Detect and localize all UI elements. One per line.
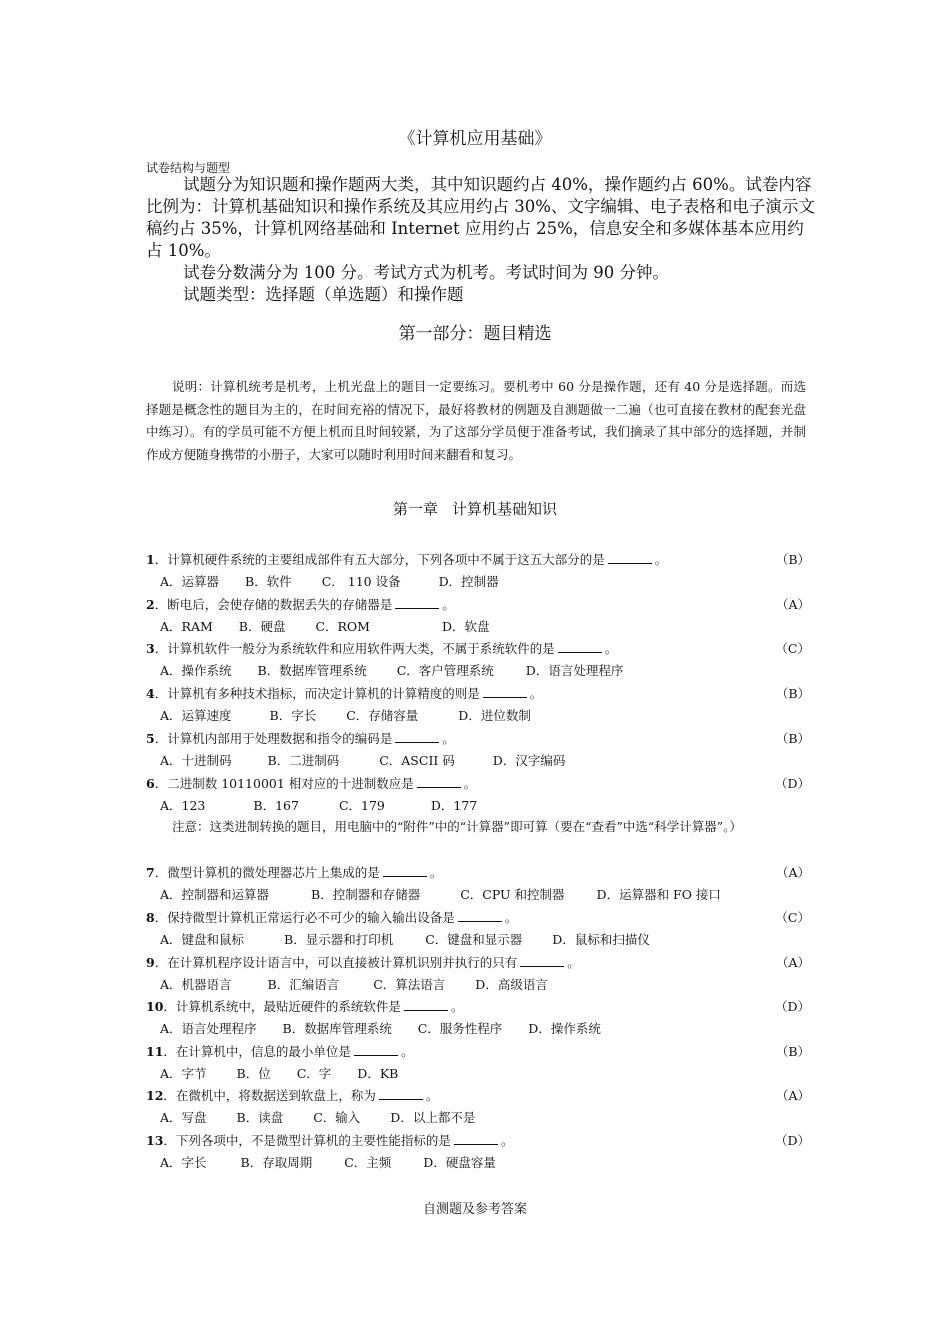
answer-key: （C） bbox=[775, 910, 810, 925]
options-row bbox=[160, 1154, 800, 1172]
question-text: 保持微型计算机正常运行必不可少的输入输出设备是 bbox=[167, 910, 455, 925]
answer-key: （A） bbox=[775, 597, 810, 612]
option-d: D．语言处理程序 bbox=[525, 663, 624, 678]
options-row bbox=[160, 662, 800, 680]
question-tail: 。 bbox=[504, 910, 518, 925]
question-number: 7 bbox=[146, 865, 155, 880]
question-tail: 。 bbox=[567, 955, 580, 970]
option-a: A．字节 bbox=[160, 1066, 207, 1081]
question-number-dot: ． bbox=[154, 552, 168, 567]
question-5 bbox=[146, 730, 810, 748]
option-b: B．读盘 bbox=[236, 1110, 284, 1125]
option-b: B．汇编语言 bbox=[267, 977, 340, 992]
question-number-dot: ． bbox=[163, 1088, 176, 1103]
answer-blank bbox=[417, 775, 461, 788]
option-a: A．键盘和鼠标 bbox=[160, 932, 245, 947]
options-row bbox=[160, 886, 800, 904]
answer-key: （D） bbox=[774, 999, 810, 1014]
option-b: B．显示器和打印机 bbox=[284, 932, 394, 947]
option-a: A．RAM bbox=[160, 619, 213, 634]
option-a: A．字长 bbox=[160, 1155, 207, 1170]
question-tail: 。 bbox=[442, 597, 455, 612]
answer-blank bbox=[458, 909, 502, 922]
document-title: 《计算机应用基础》 bbox=[398, 129, 552, 149]
question-number: 13 bbox=[146, 1133, 164, 1148]
answer-blank bbox=[558, 640, 602, 653]
question-13 bbox=[146, 1132, 810, 1150]
answer-blank bbox=[454, 1132, 498, 1145]
options-row bbox=[160, 797, 800, 815]
question-number-dot: ． bbox=[163, 999, 176, 1014]
question-10 bbox=[146, 998, 810, 1016]
note-paragraph bbox=[146, 376, 806, 466]
question-tail: 。 bbox=[529, 686, 543, 701]
option-a: A．十进制码 bbox=[160, 753, 232, 768]
option-d: D．运算器和 FO 接口 bbox=[596, 887, 721, 902]
option-b: B．167 bbox=[253, 798, 299, 813]
intro-paragraph bbox=[146, 174, 818, 306]
option-c: C．CPU 和控制器 bbox=[460, 887, 565, 902]
remark-text: 注意：这类进制转换的题目，用电脑中的“附件”中的“计算器”即可算（要在“查看”中选“科学计算器”。） bbox=[172, 819, 742, 834]
question-text: 计算机内部用于处理数据和指令的编码是 bbox=[167, 731, 393, 746]
question-number: 2 bbox=[146, 597, 155, 612]
answer-blank bbox=[520, 954, 564, 967]
structure-label: 试卷结构与题型 bbox=[146, 161, 231, 175]
answer-blank bbox=[383, 864, 427, 877]
option-a: A．写盘 bbox=[160, 1110, 207, 1125]
answer-key: （D） bbox=[774, 1133, 810, 1148]
question-4 bbox=[146, 685, 810, 703]
intro-text-3: 试题类型：选择题（单选题）和操作题 bbox=[183, 285, 464, 304]
option-c: C．输入 bbox=[313, 1110, 361, 1125]
options-row bbox=[160, 976, 800, 994]
question-text: 在计算机中，信息的最小单位是 bbox=[175, 1044, 351, 1059]
answer-key: （B） bbox=[775, 731, 810, 746]
answer-key: （B） bbox=[775, 1044, 810, 1059]
question-number-dot: ． bbox=[154, 776, 168, 791]
question-number: 3 bbox=[146, 641, 155, 656]
option-b: B．硬盘 bbox=[238, 619, 286, 634]
option-d: D．KB bbox=[357, 1066, 399, 1081]
question-number-dot: ． bbox=[154, 731, 168, 746]
answer-blank bbox=[404, 998, 448, 1011]
option-b: B．二进制码 bbox=[267, 753, 340, 768]
option-d: D．进位数制 bbox=[458, 708, 531, 723]
option-c: C．ROM bbox=[315, 619, 370, 634]
question-number-dot: ． bbox=[154, 955, 168, 970]
options-row bbox=[160, 752, 800, 770]
question-number: 12 bbox=[146, 1088, 164, 1103]
question-tail: 。 bbox=[604, 641, 618, 656]
question-number: 11 bbox=[146, 1044, 164, 1059]
question-text: 在计算机程序设计语言中，可以直接被计算机识别并执行的只有 bbox=[167, 955, 518, 970]
footer-heading: 自测题及参考答案 bbox=[422, 1202, 527, 1217]
question-text: 计算机系统中，最贴近硬件的系统软件是 bbox=[175, 999, 401, 1014]
option-d: D．汉字编码 bbox=[492, 753, 566, 768]
question-text: 在微机中，将数据送到软盘上，称为 bbox=[175, 1088, 376, 1103]
option-d: D．鼠标和扫描仪 bbox=[552, 932, 650, 947]
option-d: D．以上都不是 bbox=[390, 1110, 476, 1125]
question-text: 二进制数 10110001 相对应的十进制数应是 bbox=[167, 776, 414, 791]
remark-paragraph bbox=[146, 816, 808, 838]
option-b: B．控制器和存储器 bbox=[311, 887, 421, 902]
question-text: 断电后，会使存储的数据丢失的存储器是 bbox=[167, 597, 393, 612]
part-title: 第一部分：题目精选 bbox=[398, 324, 552, 344]
option-b: B．软件 bbox=[245, 574, 292, 589]
intro-text-2: 试卷分数满分为 100 分。考试方式为机考。考试时间为 90 分钟。 bbox=[183, 263, 669, 282]
question-number: 10 bbox=[146, 999, 164, 1014]
answer-key: （A） bbox=[775, 865, 810, 880]
answer-blank bbox=[483, 685, 527, 698]
answer-key: （C） bbox=[775, 641, 810, 656]
question-number: 1 bbox=[146, 552, 155, 567]
question-1 bbox=[146, 551, 810, 569]
option-c: C．服务性程序 bbox=[417, 1021, 503, 1036]
question-3 bbox=[146, 640, 810, 658]
option-c: C．存储容量 bbox=[346, 708, 419, 723]
option-a: A．控制器和运算器 bbox=[160, 887, 270, 902]
option-c: C． 110 设备 bbox=[321, 574, 401, 589]
option-a: A．运算速度 bbox=[160, 708, 232, 723]
options-row bbox=[160, 1065, 800, 1083]
question-number-dot: ． bbox=[163, 1133, 176, 1148]
question-tail: 。 bbox=[654, 552, 668, 567]
option-a: A．语言处理程序 bbox=[160, 1021, 257, 1036]
answer-key: （A） bbox=[775, 1088, 810, 1103]
question-9 bbox=[146, 954, 810, 972]
option-c: C．客户管理系统 bbox=[396, 663, 494, 678]
chapter-title bbox=[0, 498, 950, 519]
option-c: C．ASCII 码 bbox=[379, 753, 455, 768]
question-tail: 。 bbox=[450, 999, 464, 1014]
options-row bbox=[160, 573, 800, 591]
chapter-name: 计算机基础知识 bbox=[452, 500, 558, 518]
question-2 bbox=[146, 596, 810, 614]
question-tail: 。 bbox=[429, 865, 443, 880]
option-d: D．软盘 bbox=[441, 619, 490, 634]
option-d: D．操作系统 bbox=[528, 1021, 601, 1036]
options-row bbox=[160, 618, 800, 636]
question-number: 6 bbox=[146, 776, 155, 791]
question-tail: 。 bbox=[425, 1088, 439, 1103]
question-number: 4 bbox=[146, 686, 155, 701]
answer-blank bbox=[608, 551, 652, 564]
question-number-dot: ． bbox=[154, 597, 168, 612]
question-text: 计算机有多种技术指标，而决定计算机的计算精度的则是 bbox=[167, 686, 480, 701]
option-a: A．运算器 bbox=[160, 574, 220, 589]
question-number-dot: ． bbox=[154, 641, 168, 656]
option-d: D．控制器 bbox=[438, 574, 499, 589]
options-row bbox=[160, 707, 800, 725]
option-c: C．算法语言 bbox=[373, 977, 446, 992]
answer-blank bbox=[395, 596, 439, 609]
answer-key: （B） bbox=[775, 686, 810, 701]
question-number-dot: ． bbox=[154, 865, 168, 880]
question-tail: 。 bbox=[500, 1133, 514, 1148]
option-a: A．机器语言 bbox=[160, 977, 232, 992]
question-tail: 。 bbox=[463, 776, 477, 791]
question-12 bbox=[146, 1087, 810, 1105]
question-number: 8 bbox=[146, 910, 155, 925]
option-c: C．主频 bbox=[344, 1155, 392, 1170]
question-tail: 。 bbox=[442, 731, 455, 746]
answer-blank bbox=[395, 730, 439, 743]
question-6 bbox=[146, 775, 810, 793]
question-text: 计算机硬件系统的主要组成部件有五大部分，下列各项中不属于这五大部分的是 bbox=[167, 552, 605, 567]
answer-key: （B） bbox=[775, 552, 810, 567]
option-c: C．字 bbox=[296, 1066, 332, 1081]
question-text: 计算机软件一般分为系统软件和应用软件两大类，不属于系统软件的是 bbox=[167, 641, 555, 656]
options-row bbox=[160, 1109, 800, 1127]
option-a: A．123 bbox=[160, 798, 206, 813]
question-number: 9 bbox=[146, 955, 155, 970]
option-d: D．高级语言 bbox=[475, 977, 548, 992]
question-tail: 。 bbox=[400, 1044, 414, 1059]
answer-blank bbox=[379, 1087, 423, 1100]
answer-key: （D） bbox=[774, 776, 810, 791]
option-c: C．键盘和显示器 bbox=[425, 932, 523, 947]
question-number: 5 bbox=[146, 731, 155, 746]
option-b: B．字长 bbox=[269, 708, 317, 723]
answer-blank bbox=[354, 1043, 398, 1056]
options-row bbox=[160, 931, 800, 949]
question-11 bbox=[146, 1043, 810, 1061]
question-number-dot: ． bbox=[154, 686, 168, 701]
option-b: B．存取周期 bbox=[240, 1155, 313, 1170]
chapter-number: 第一章 bbox=[392, 500, 438, 518]
question-number-dot: ． bbox=[163, 1044, 176, 1059]
answer-key: （A） bbox=[775, 955, 810, 970]
question-number-dot: ． bbox=[154, 910, 168, 925]
option-b: B．数据库管理系统 bbox=[257, 663, 367, 678]
question-text: 微型计算机的微处理器芯片上集成的是 bbox=[167, 865, 380, 880]
question-text: 下列各项中，不是微型计算机的主要性能指标的是 bbox=[175, 1133, 451, 1148]
options-row bbox=[160, 1020, 800, 1038]
intro-text-1: 试题分为知识题和操作题两大类，其中知识题约占 40%，操作题约占 60%。试卷内容比例为：计算机基础知识和操作系统及其应用约占 30%、文字编辑、电子表格和电子演示文稿约占 35%，计算机网络基础和 Internet 应用约占 25%，信息安全和多媒体基本应用约占 10%。 bbox=[146, 175, 815, 260]
question-8 bbox=[146, 909, 810, 927]
option-d: D．硬盘容量 bbox=[423, 1155, 496, 1170]
note-text: 说明：计算机统考是机考，上机光盘上的题目一定要练习。要机考中 60 分是操作题，还有 40 分是选择题。而选择题是概念性的题目为主的，在时间充裕的情况下，最好将教材的例题及自测题做一二遍（也可直接在教材的配套光盘中练习）。有的学员可能不方便上机而且时间较紧，为了这部分学员便于准备考试，我们摘录了其中部分的选择题，并制作成方便随身携带的小册子，大家可以随时利用时间来翻看和复习。 bbox=[146, 379, 806, 462]
option-d: D．177 bbox=[430, 798, 478, 813]
question-7 bbox=[146, 864, 810, 882]
option-a: A．操作系统 bbox=[160, 663, 232, 678]
option-c: C．179 bbox=[338, 798, 385, 813]
option-b: B．数据库管理系统 bbox=[282, 1021, 392, 1036]
option-b: B．位 bbox=[236, 1066, 271, 1081]
